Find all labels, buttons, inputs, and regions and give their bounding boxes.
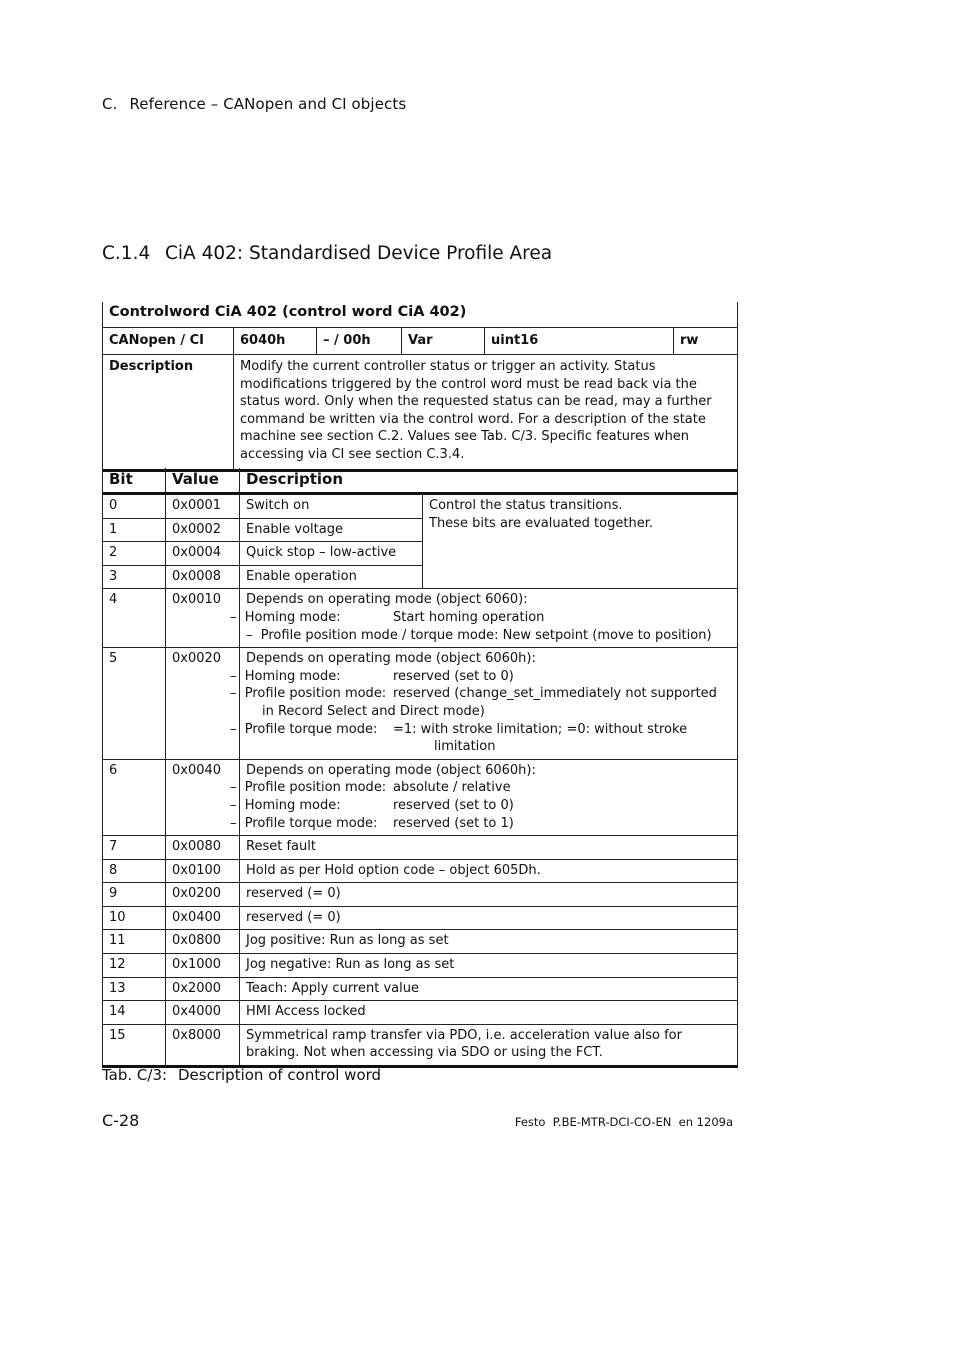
bit-cell: 13 [103,977,166,1001]
table-row [103,494,738,519]
value-cell: 0x0020 [166,648,240,760]
description-cell: Teach: Apply current value [240,977,738,1001]
mode-item-continuation: in Record Select and Direct mode) [262,703,485,719]
section-title: CiA 402: Standardised Device Profile Area [165,243,553,264]
description-cell: Quick stop – low-active [240,542,423,566]
mode-item: – Profile position mode: reserved (change_set_immediately not supported [230,686,717,702]
description-cell: Symmetrical ramp transfer via PDO, i.e. acceleration value also for braking. Not when accessing via SDO or using the FCT. [240,1024,738,1066]
mode-item: – Homing mode: reserved (set to 0) [230,668,514,684]
bits-table [102,468,738,1068]
table-row [103,1024,738,1066]
bit-cell: 15 [103,1024,166,1066]
bit-cell: 4 [103,589,166,648]
description-cell [230,648,738,760]
mode-item: – Homing mode: reserved (set to 0) [230,797,514,813]
mode-item: – Homing mode: Start homing operation [230,609,545,625]
header-bit: Bit [103,468,166,494]
value-cell: 0x0008 [166,565,240,589]
mode-item: – Profile torque mode: =1: with stroke limitation; =0: without stroke [230,721,688,737]
value-cell: 0x4000 [166,1001,240,1025]
section-number: C.1.4 [102,243,151,264]
bit-cell: 10 [103,906,166,930]
mode-item: – Profile torque mode: reserved (set to 1) [230,815,514,831]
bit-cell: 1 [103,518,166,542]
section-heading [102,243,552,264]
meta-protocol: CANopen / CI [103,328,234,355]
caption-text: Description of control word [178,1066,382,1084]
description-cell: Enable voltage [240,518,423,542]
object-meta-row [103,328,738,355]
meta-access: rw [674,328,738,355]
bit-cell: 12 [103,954,166,978]
meta-data-type: uint16 [485,328,674,355]
value-cell: 0x0800 [166,930,240,954]
mode-item: – Profile position mode: absolute / relative [230,780,511,796]
bits-header-row [103,468,738,494]
mode-intro: Depends on operating mode (object 6060h): [246,651,536,667]
group-note-line: Control the status transitions. [429,498,623,513]
table-row [103,648,738,760]
description-cell: Hold as per Hold option code – object 605Dh. [240,859,738,883]
description-cell: HMI Access locked [240,1001,738,1025]
table-row [103,883,738,907]
group-note-line: These bits are evaluated together. [429,515,653,531]
chapter-letter: C. [102,95,118,113]
mode-item: – Profile position mode / torque mode: New setpoint (move to position) [246,627,712,643]
table-row [103,759,738,835]
table-row [103,836,738,860]
bit-cell: 11 [103,930,166,954]
caption-number: Tab. C/3: [102,1066,168,1084]
value-cell: 0x0002 [166,518,240,542]
value-cell: 0x0040 [166,759,240,835]
header-description: Description [240,468,738,494]
value-cell: 0x2000 [166,977,240,1001]
table-row [103,930,738,954]
document-id: Festo P.BE-MTR-DCI-CO-EN en 1209a [514,1115,733,1129]
description-text: Modify the current controller status or trigger an activity. Status modifications triggered by the control word must be read back via the status word. Only when the requested status can be read, may a further command be written via the control word. For a description of the state machine see section C.2. Values see Tab. C/3. Specific features when accessing via CI see section C.3.4. [234,355,738,471]
mode-item-continuation: limitation [434,739,496,755]
bit-cell: 5 [103,648,166,760]
table-row [103,954,738,978]
description-cell: Enable operation [240,565,423,589]
value-cell: 0x0080 [166,836,240,860]
description-cell: Reset fault [240,836,738,860]
mode-intro: Depends on operating mode (object 6060h): [246,762,536,778]
bit-cell: 0 [103,494,166,519]
description-cell: Switch on [240,494,423,519]
mode-intro: Depends on operating mode (object 6060): [246,592,528,608]
value-cell: 0x8000 [166,1024,240,1066]
header-value: Value [166,468,240,494]
description-cell: reserved (= 0) [240,906,738,930]
table-row [103,1001,738,1025]
description-cell: reserved (= 0) [240,883,738,907]
table-row [103,589,738,648]
running-header [102,95,406,113]
bit-cell: 14 [103,1001,166,1025]
table-row [103,977,738,1001]
bit-cell: 9 [103,883,166,907]
value-cell: 0x1000 [166,954,240,978]
object-table [102,302,738,472]
value-cell: 0x0100 [166,859,240,883]
table-caption [102,1066,381,1084]
value-cell: 0x0010 [166,589,240,648]
bit-cell: 3 [103,565,166,589]
bit-cell: 2 [103,542,166,566]
group-note-cell [423,494,738,589]
table-row [103,906,738,930]
description-cell [230,589,738,648]
meta-subindex: – / 00h [317,328,402,355]
description-cell: Jog negative: Run as long as set [240,954,738,978]
description-cell: Jog positive: Run as long as set [240,930,738,954]
bit-cell: 6 [103,759,166,835]
value-cell: 0x0001 [166,494,240,519]
value-cell: 0x0004 [166,542,240,566]
table-row [103,859,738,883]
page-number: C-28 [102,1111,140,1130]
description-label: Description [103,355,234,471]
object-title: Controlword CiA 402 (control word CiA 402) [103,302,738,328]
bit-cell: 7 [103,836,166,860]
value-cell: 0x0400 [166,906,240,930]
chapter-title: Reference – CANopen and CI objects [129,95,407,113]
meta-object-type: Var [402,328,485,355]
description-cell [230,759,738,835]
value-cell: 0x0200 [166,883,240,907]
meta-index: 6040h [234,328,317,355]
bit-cell: 8 [103,859,166,883]
